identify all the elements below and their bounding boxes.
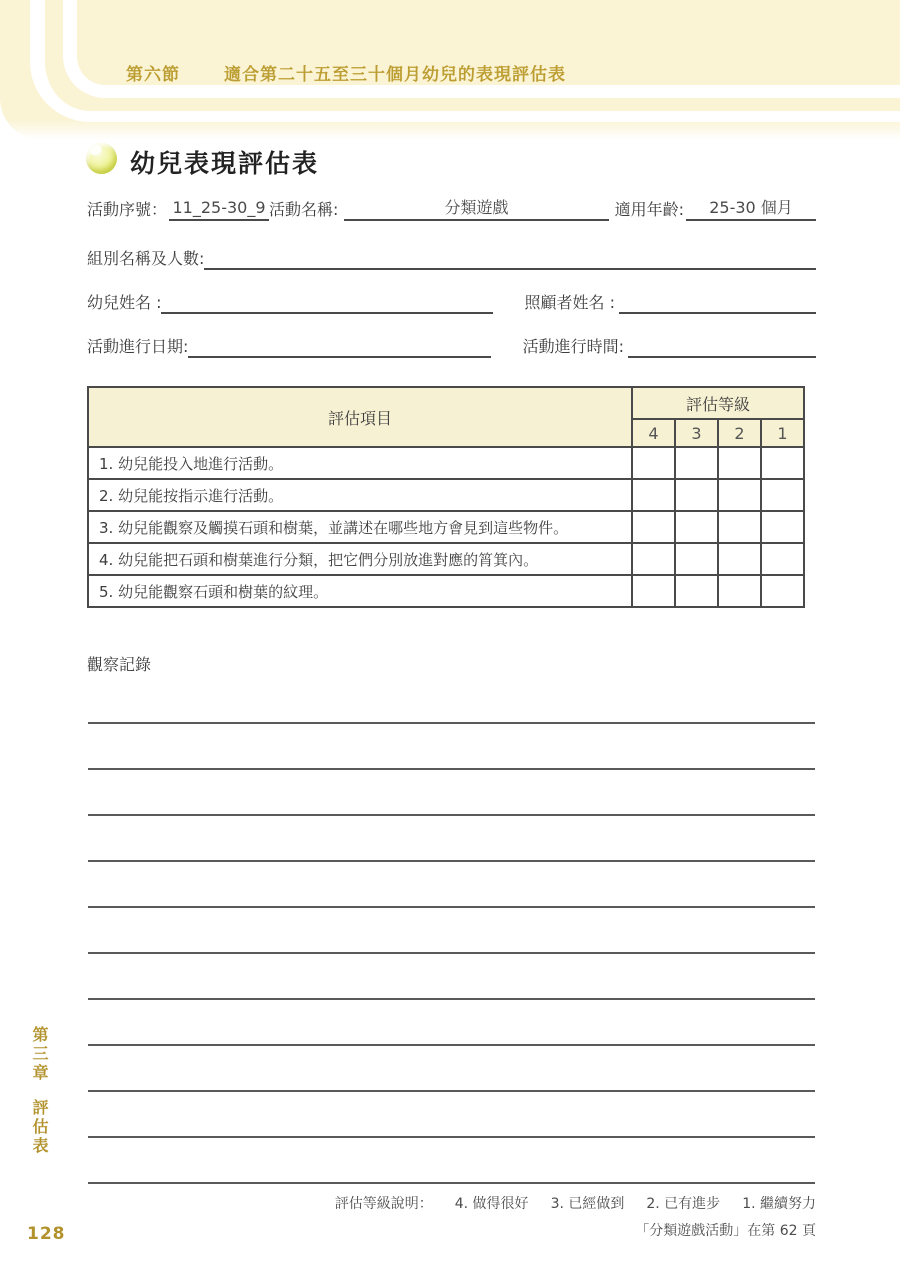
rating-cell[interactable]: [675, 447, 718, 479]
rating-cell[interactable]: [718, 543, 761, 575]
group-field[interactable]: [204, 246, 816, 270]
grade-level-2: 2: [718, 419, 761, 447]
age-field[interactable]: [686, 197, 816, 221]
legend-label: 評估等級說明：: [334, 1196, 433, 1212]
grade-level-4: 4: [632, 419, 675, 447]
assessment-item: 3. 幼兒能觀察及觸摸石頭和樹葉，並講述在哪些地方會見到這些物件。: [88, 511, 632, 543]
activity-no-value: 11_25-30_9: [172, 198, 266, 217]
form-row-datetime: [87, 334, 816, 358]
grade-level-1: 1: [761, 419, 804, 447]
activity-name-field[interactable]: [344, 197, 608, 221]
table-row: [88, 543, 804, 575]
caregiver-label: 照顧者姓名 :: [524, 293, 615, 312]
age-value: 25-30 個月: [709, 198, 793, 217]
chapter-section-label: 評估表: [30, 1099, 49, 1156]
rating-cell[interactable]: [761, 479, 804, 511]
table-row: [88, 511, 804, 543]
time-field[interactable]: [628, 334, 816, 358]
legend-item: 1. 繼續努力: [742, 1196, 816, 1212]
assessment-table: [87, 386, 805, 608]
glossy-ball-icon: [86, 143, 117, 174]
rating-cell[interactable]: [632, 447, 675, 479]
assessment-item: 2. 幼兒能按指示進行活動。: [88, 479, 632, 511]
table-header-row: [88, 387, 804, 419]
section-title: 適合第二十五至三十個月幼兒的表現評估表: [224, 65, 566, 85]
assessment-item: 1. 幼兒能投入地進行活動。: [88, 447, 632, 479]
age-label: 適用年齡:: [614, 200, 684, 219]
grade-level-3: 3: [675, 419, 718, 447]
section-header: [126, 60, 566, 85]
rating-cell[interactable]: [761, 575, 804, 607]
observation-label: 觀察記錄: [87, 655, 152, 674]
child-name-label: 幼兒姓名 :: [87, 293, 162, 312]
activity-name-value: 分類遊戲: [444, 198, 509, 217]
rating-cell[interactable]: [675, 543, 718, 575]
group-label: 組別名稱及人數:: [87, 249, 205, 268]
observation-line[interactable]: [88, 814, 815, 816]
observation-line[interactable]: [88, 1044, 815, 1046]
header-band: [0, 0, 900, 140]
time-label: 活動進行時間:: [522, 337, 624, 356]
page-number: 128: [27, 1224, 66, 1244]
observation-line[interactable]: [88, 952, 815, 954]
date-label: 活動進行日期:: [87, 337, 189, 356]
rating-cell[interactable]: [632, 575, 675, 607]
observation-line[interactable]: [88, 860, 815, 862]
rating-cell[interactable]: [718, 479, 761, 511]
assessment-item: 5. 幼兒能觀察石頭和樹葉的紋理。: [88, 575, 632, 607]
table-row: [88, 447, 804, 479]
legend-item: 4. 做得很好: [454, 1196, 529, 1212]
grade-header-cell: 評估等級: [632, 387, 804, 419]
section-number: 第六節: [126, 65, 180, 85]
activity-name-label: 活動名稱:: [269, 200, 339, 219]
rating-cell[interactable]: [718, 447, 761, 479]
rating-cell[interactable]: [632, 511, 675, 543]
rating-cell[interactable]: [761, 511, 804, 543]
page-title: 幼兒表現評估表: [130, 149, 320, 178]
legend-item: 2. 已有進步: [646, 1196, 721, 1212]
activity-no-field[interactable]: [169, 197, 269, 221]
rating-cell[interactable]: [761, 543, 804, 575]
rating-cell[interactable]: [675, 479, 718, 511]
child-name-field[interactable]: [161, 290, 492, 314]
observation-line[interactable]: [88, 1182, 815, 1184]
form-row-group: [87, 246, 816, 270]
form-row-activity: [87, 197, 816, 221]
rating-cell[interactable]: [718, 575, 761, 607]
table-row: [88, 575, 804, 607]
chapter-label: 第三章: [30, 1026, 49, 1083]
form-row-names: [87, 290, 816, 314]
reference-note: 「分類遊戲活動」在第 62 頁: [635, 1223, 816, 1239]
assessment-item: 4. 幼兒能把石頭和樹葉進行分類，把它們分別放進對應的筲箕內。: [88, 543, 632, 575]
rating-cell[interactable]: [675, 575, 718, 607]
observation-line[interactable]: [88, 906, 815, 908]
observation-line[interactable]: [88, 1090, 815, 1092]
rating-cell[interactable]: [761, 447, 804, 479]
rating-cell[interactable]: [632, 543, 675, 575]
observation-line[interactable]: [88, 722, 815, 724]
rating-cell[interactable]: [718, 511, 761, 543]
grade-legend: [87, 1193, 816, 1213]
observation-line[interactable]: [88, 998, 815, 1000]
item-header-cell: 評估項目: [88, 387, 632, 447]
legend-item: 3. 已經做到: [550, 1196, 625, 1212]
observation-line[interactable]: [88, 1136, 815, 1138]
chapter-tab: [28, 1026, 51, 1156]
rating-cell[interactable]: [632, 479, 675, 511]
rating-cell[interactable]: [675, 511, 718, 543]
date-field[interactable]: [188, 334, 490, 358]
observation-line[interactable]: [88, 768, 815, 770]
table-row: [88, 479, 804, 511]
caregiver-field[interactable]: [619, 290, 816, 314]
activity-no-label: 活動序號：: [87, 200, 168, 219]
